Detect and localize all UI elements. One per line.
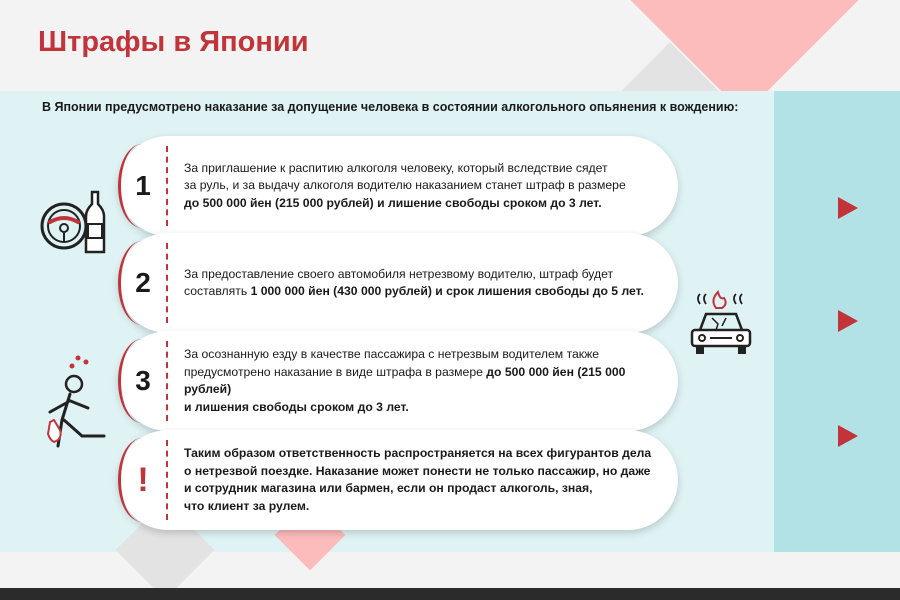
card-separator — [166, 146, 168, 226]
card-text-line: предусмотрено наказание в виде штрафа в размере — [184, 364, 487, 379]
card-text-line: и сотрудник магазина или бармен, если он продаст алкоголь, зная, — [184, 481, 593, 495]
page-title: Штрафы в Японии — [38, 26, 309, 58]
card-text-bold: до 500 000 йен (215 000 рублей) и лишение свободы сроком до 3 лет. — [184, 195, 602, 210]
bottom-bar — [0, 588, 900, 600]
play-arrow-icon[interactable] — [838, 197, 858, 219]
penalty-card-1 — [118, 136, 678, 236]
card-text-line: За осознанную езду в качестве пассажира с нетрезвым водителем также — [184, 347, 600, 361]
play-arrow-icon[interactable] — [838, 425, 858, 447]
crashed-car-fire-icon — [686, 290, 756, 362]
card-text-line: За приглашение к распитию алкоголя человеку, который вследствие сядет — [184, 160, 608, 175]
card-number: 1 — [135, 170, 151, 201]
card-text-line: за руль, и за выдачу алкоголя водителю наказанием станет штраф в размере — [184, 178, 626, 193]
drunk-person-bottle-icon — [42, 352, 124, 464]
card-text-bold: 1 000 000 йен (430 000 рублей) и срок лишения свободы до 5 лет. — [250, 284, 644, 298]
card-number: 3 — [135, 365, 151, 396]
card-text-bold: до 500 000 йен (215 000 рублей) — [184, 364, 626, 396]
card-separator — [166, 440, 168, 520]
card-text-line: Таким образом ответственность распространяется на всех фигурантов дела — [184, 446, 652, 460]
summary-card — [118, 430, 678, 530]
card-text-bold: и лишения свободы сроком до 3 лет. — [184, 399, 409, 414]
exclamation-icon: ! — [137, 460, 149, 499]
intro-text: В Японии предусмотрено наказание за допущение человека в состоянии алкогольного опьянения к вождению: — [42, 100, 739, 114]
card-text-line: о нетрезвой поездке. Наказание может понести не только пассажир, но даже — [184, 463, 651, 478]
card-separator — [166, 243, 168, 323]
side-panel — [774, 91, 900, 552]
card-text — [184, 136, 664, 236]
penalty-card-3 — [118, 331, 678, 431]
card-text — [184, 233, 664, 333]
steering-wheel-bottle-icon — [38, 188, 110, 258]
card-text-line: составлять — [184, 284, 251, 298]
card-text — [184, 430, 664, 530]
card-text-line: что клиент за рулем. — [184, 498, 310, 513]
card-separator — [166, 341, 168, 421]
card-text-line: За предоставление своего автомобиля нетрезвому водителю, штраф будет — [184, 266, 614, 281]
play-arrow-icon[interactable] — [838, 310, 858, 332]
card-text — [184, 331, 664, 431]
card-number: 2 — [135, 267, 151, 298]
penalty-card-2 — [118, 233, 678, 333]
